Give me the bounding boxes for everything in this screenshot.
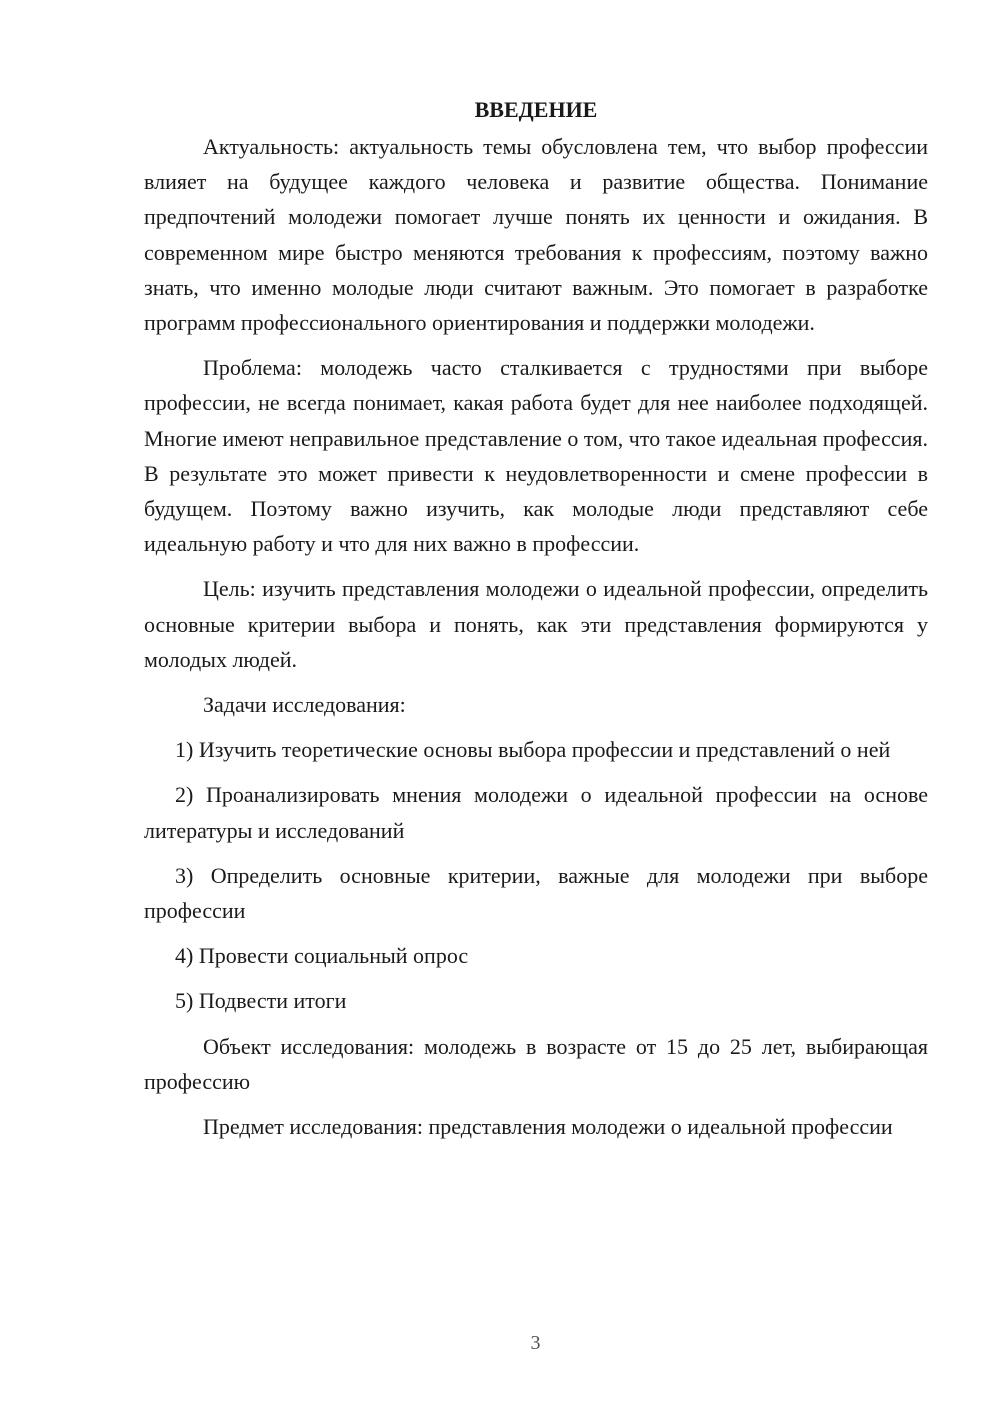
task-item-3: 3) Определить основные критерии, важные для молодежи при выборе профессии xyxy=(144,862,928,924)
paragraph-object: Объект исследования: молодежь в возрасте от 15 до 25 лет, выбирающая профессию xyxy=(144,1033,928,1094)
task-item-1: 1) Изучить теоретические основы выбора профессии и представлений о ней xyxy=(175,737,891,763)
task-item-5: 5) Подвести итоги xyxy=(175,988,347,1014)
paragraph-problem: Проблема: молодежь часто сталкивается с трудностями при выборе профессии, не всегда понимает, какая работа будет для нее наиболее подходящей. Многие имеют неправильное представление о том, что такое идеальная профессия. В результате это может привести к неудовлетворенности и смене профессии в будущем. Поэтому важно изучить, как молодые люди представляют себе идеальную работу и что для них важно в профессии. xyxy=(144,355,928,557)
document-page xyxy=(144,92,928,1154)
page-title: ВВЕДЕНИЕ xyxy=(474,97,598,122)
page-number: 3 xyxy=(530,1332,541,1354)
paragraph-relevance: Актуальность: актуальность темы обусловлена тем, что выбор профессии влияет на будущее каждого человека и развитие общества. Понимание предпочтений молодежи помогает лучше понять их ценности и ожидания. В современном мире быстро меняются требования к профессиям, поэтому важно знать, что именно молодые люди считают важным. Это помогает в разработке программ профессионального ориентирования и поддержки молодежи. xyxy=(144,134,928,336)
paragraph-tasks-heading: Задачи исследования: xyxy=(203,692,406,718)
paragraph-goal: Цель: изучить представления молодежи о идеальной профессии, определить основные критерии выбора и понять, как эти представления формируются у молодых людей. xyxy=(144,576,928,672)
paragraph-subject: Предмет исследования: представления молодежи о идеальной профессии xyxy=(203,1114,893,1140)
task-item-2: 2) Проанализировать мнения молодежи о идеальной профессии на основе литературы и исследований xyxy=(144,782,928,843)
task-item-4: 4) Провести социальный опрос xyxy=(175,943,469,969)
